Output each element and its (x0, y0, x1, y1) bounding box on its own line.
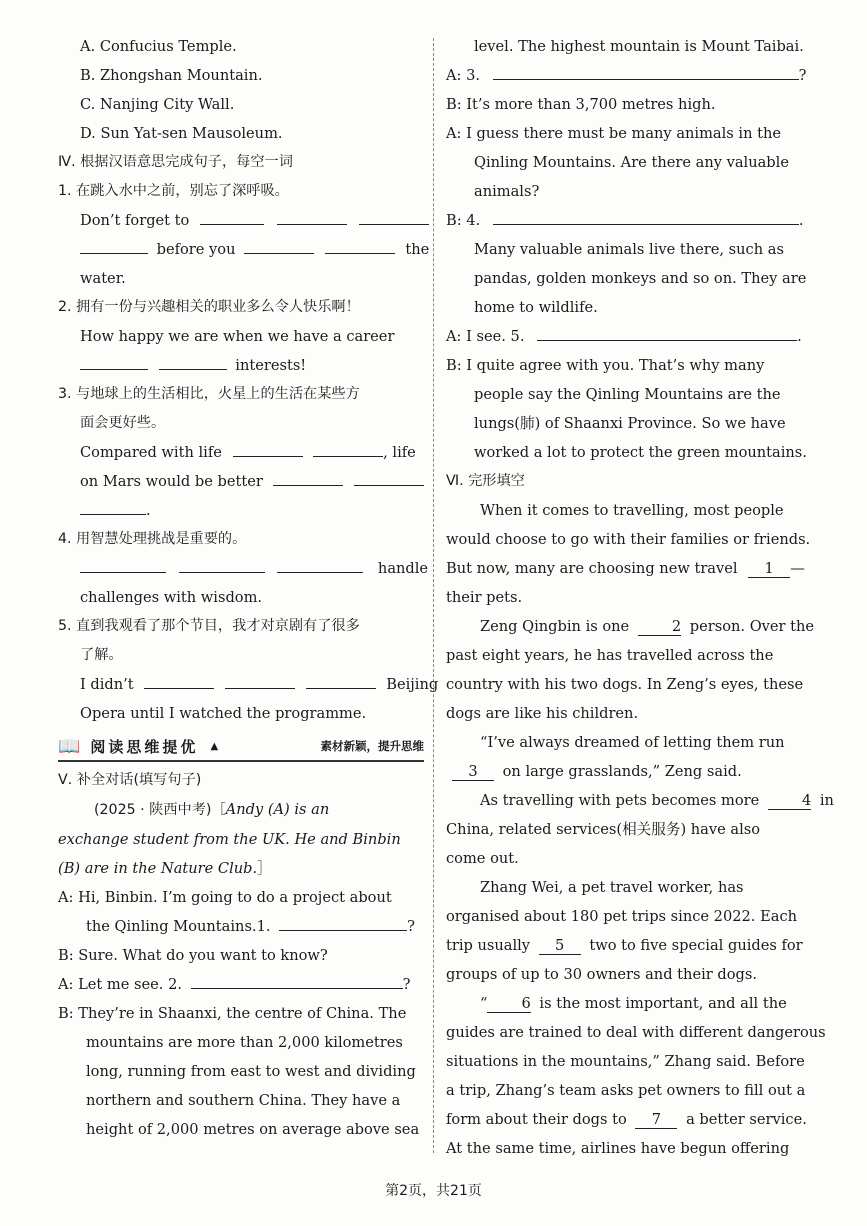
dialog-b2-line1: B: They’re in Shaanxi, the centre of China. The (58, 1005, 407, 1022)
banner-title: 阅读思维提优 (90, 737, 199, 756)
p6-line4: a trip, Zhang’s team asks pet owners to fill out a (446, 1082, 806, 1099)
q3-line3: . (58, 496, 424, 525)
q3-chinese-1: 3. 与地球上的生活相比，火星上的生活在某些方 (58, 386, 360, 402)
p1-line2: would choose to go with their families or friends. (446, 531, 811, 548)
q5-chinese-2: 了解。 (80, 647, 123, 663)
blank-3[interactable]: 3 (452, 764, 494, 781)
column-divider (433, 38, 434, 1153)
section-6-title: Ⅵ. 完形填空 (446, 473, 525, 489)
q4-chinese: 4. 用智慧处理挑战是重要的。 (58, 531, 247, 547)
dialog-b4-line3: pandas, golden monkeys and so on. They are (474, 270, 807, 287)
option-b: B. Zhongshan Mountain. (80, 67, 263, 84)
option-d: D. Sun Yat-sen Mausoleum. (80, 125, 283, 142)
section-banner (58, 732, 424, 762)
intro-line3: (B) are in the Nature Club.］ (58, 860, 272, 877)
q1-line3: water. (80, 270, 126, 287)
dialog-b5-line1: B: I quite agree with you. That’s why many (446, 357, 765, 374)
p2-line2: past eight years, he has travelled across the (446, 647, 774, 664)
option-c: C. Nanjing City Wall. (80, 96, 235, 113)
q5-chinese-1: 5. 直到我观看了那个节目，我才对京剧有了很多 (58, 618, 360, 634)
p5-line3: trip usually 5 two to five special guides for (446, 937, 803, 954)
p2-line1: Zeng Qingbin is one 2 person. Over the (480, 618, 815, 635)
dialog-b2-line3: long, running from east to west and dividing (86, 1063, 416, 1080)
q3-line1: Compared with life , life (80, 444, 416, 461)
section-5-title: Ⅴ. 补全对话(填写句子) (58, 772, 202, 788)
intro-line2: exchange student from the UK. He and Binbin (58, 831, 401, 848)
blank-5[interactable]: 5 (539, 938, 581, 955)
q1-line2: before you the (58, 235, 424, 264)
p3-line2: 3 on large grasslands,” Zeng said. (446, 757, 812, 786)
p6-line3: situations in the mountains,” Zhang said. Before (446, 1053, 805, 1070)
p1-line4: their pets. (446, 589, 523, 606)
dialog-a3: A: 3. ? (446, 67, 807, 84)
blank-4[interactable]: 4 (768, 793, 811, 810)
q4-line2: challenges with wisdom. (80, 589, 263, 606)
p6-line5: form about their dogs to 7 a better service. (446, 1111, 807, 1128)
p4-line3: come out. (446, 850, 519, 867)
q3-line2: on Mars would be better (58, 467, 424, 496)
dialog-b4-line4: home to wildlife. (474, 299, 598, 316)
blank-7[interactable]: 7 (635, 1112, 677, 1129)
q2-line1: How happy we are when we have a career (80, 328, 395, 345)
p3-line1: “I’ve always dreamed of letting them run (480, 734, 785, 751)
blank-6[interactable]: 6 (487, 996, 530, 1013)
dialog-a1: A: Hi, Binbin. I’m going to do a project about (58, 889, 392, 906)
left-column (58, 32, 439, 1144)
q5-line2: Opera until I watched the programme. (80, 705, 367, 722)
dialog-a4-line1: A: I guess there must be many animals in the (446, 125, 782, 142)
dialog-b2-line2: mountains are more than 2,000 kilometres (86, 1034, 403, 1051)
blank-1[interactable]: 1 (748, 561, 790, 578)
dialog-b5-line2: people say the Qinling Mountains are the (474, 386, 781, 403)
dialog-b2-line5: height of 2,000 metres on average above sea (86, 1121, 420, 1138)
p5-line4: groups of up to 30 owners and their dogs. (446, 966, 757, 983)
dialog-b4: B: 4. . (446, 212, 804, 229)
q1-chinese: 1. 在跳入水中之前，别忘了深呼吸。 (58, 183, 289, 199)
p1-line1: When it comes to travelling, most people (480, 502, 784, 519)
p1-line3: But now, many are choosing new travel 1 — (446, 560, 805, 577)
q1-line1: Don’t forget to (58, 206, 424, 235)
banner-subtitle: 素材新颖，提升思维 (320, 739, 424, 753)
dialog-a4-line3: animals? (474, 183, 540, 200)
p2-line3: country with his two dogs. In Zeng’s eyes, these (446, 676, 804, 693)
option-a: A. Confucius Temple. (80, 38, 237, 55)
p4-line1: As travelling with pets becomes more 4 in (480, 792, 834, 809)
dialog-a2: A: Let me see. 2. ? (58, 976, 411, 993)
r-line-level: level. The highest mountain is Mount Taibai. (474, 38, 804, 55)
q3-chinese-2: 面会更好些。 (80, 415, 166, 431)
dialog-b5-line3: lungs(肺) of Shaanxi Province. So we have (474, 415, 786, 432)
dialog-b2-line4: northern and southern China. They have a (86, 1092, 401, 1109)
q5-line1: I didn’t Beijing (80, 676, 439, 693)
q4-line1: handle (58, 554, 424, 583)
book-icon: 📖 (58, 735, 81, 757)
q2-chinese: 2. 拥有一份与兴趣相关的职业多么令人快乐啊！ (58, 299, 360, 315)
p6-line2: guides are trained to deal with different dangerous (446, 1024, 826, 1041)
p4-line2: China, related services(相关服务) have also (446, 821, 761, 838)
dialog-a5: A: I see. 5. . (446, 328, 802, 345)
dialog-b4-line2: Many valuable animals live there, such as (474, 241, 784, 258)
page-footer: 第2页，共21页 (385, 1183, 482, 1199)
blank-2[interactable]: 2 (638, 619, 681, 636)
dialog-a4-line2: Qinling Mountains. Are there any valuable (474, 154, 789, 171)
right-column (446, 32, 834, 1163)
dialog-b3: B: It’s more than 3,700 metres high. (446, 96, 716, 113)
dialog-b1: B: Sure. What do you want to know? (58, 947, 328, 964)
p6-line1: “ 6 is the most important, and all the (480, 995, 787, 1012)
p2-line4: dogs are like his children. (446, 705, 639, 722)
intro-line1: (2025 · 陕西中考)［Andy (A) is an (94, 801, 330, 818)
p5-line2: organised about 180 pet trips since 2022. Each (446, 908, 798, 925)
q2-line2: interests! (58, 351, 424, 380)
p6-line6: At the same time, airlines have begun offering (446, 1140, 790, 1157)
section-4-title: Ⅳ. 根据汉语意思完成句子，每空一词 (58, 154, 293, 170)
dialog-b5-line4: worked a lot to protect the green mountains. (474, 444, 807, 461)
dialog-a1-cont: the Qinling Mountains.1. ? (86, 918, 415, 935)
triangle-icon: ▲ (210, 740, 219, 752)
p5-line1: Zhang Wei, a pet travel worker, has (480, 879, 744, 896)
